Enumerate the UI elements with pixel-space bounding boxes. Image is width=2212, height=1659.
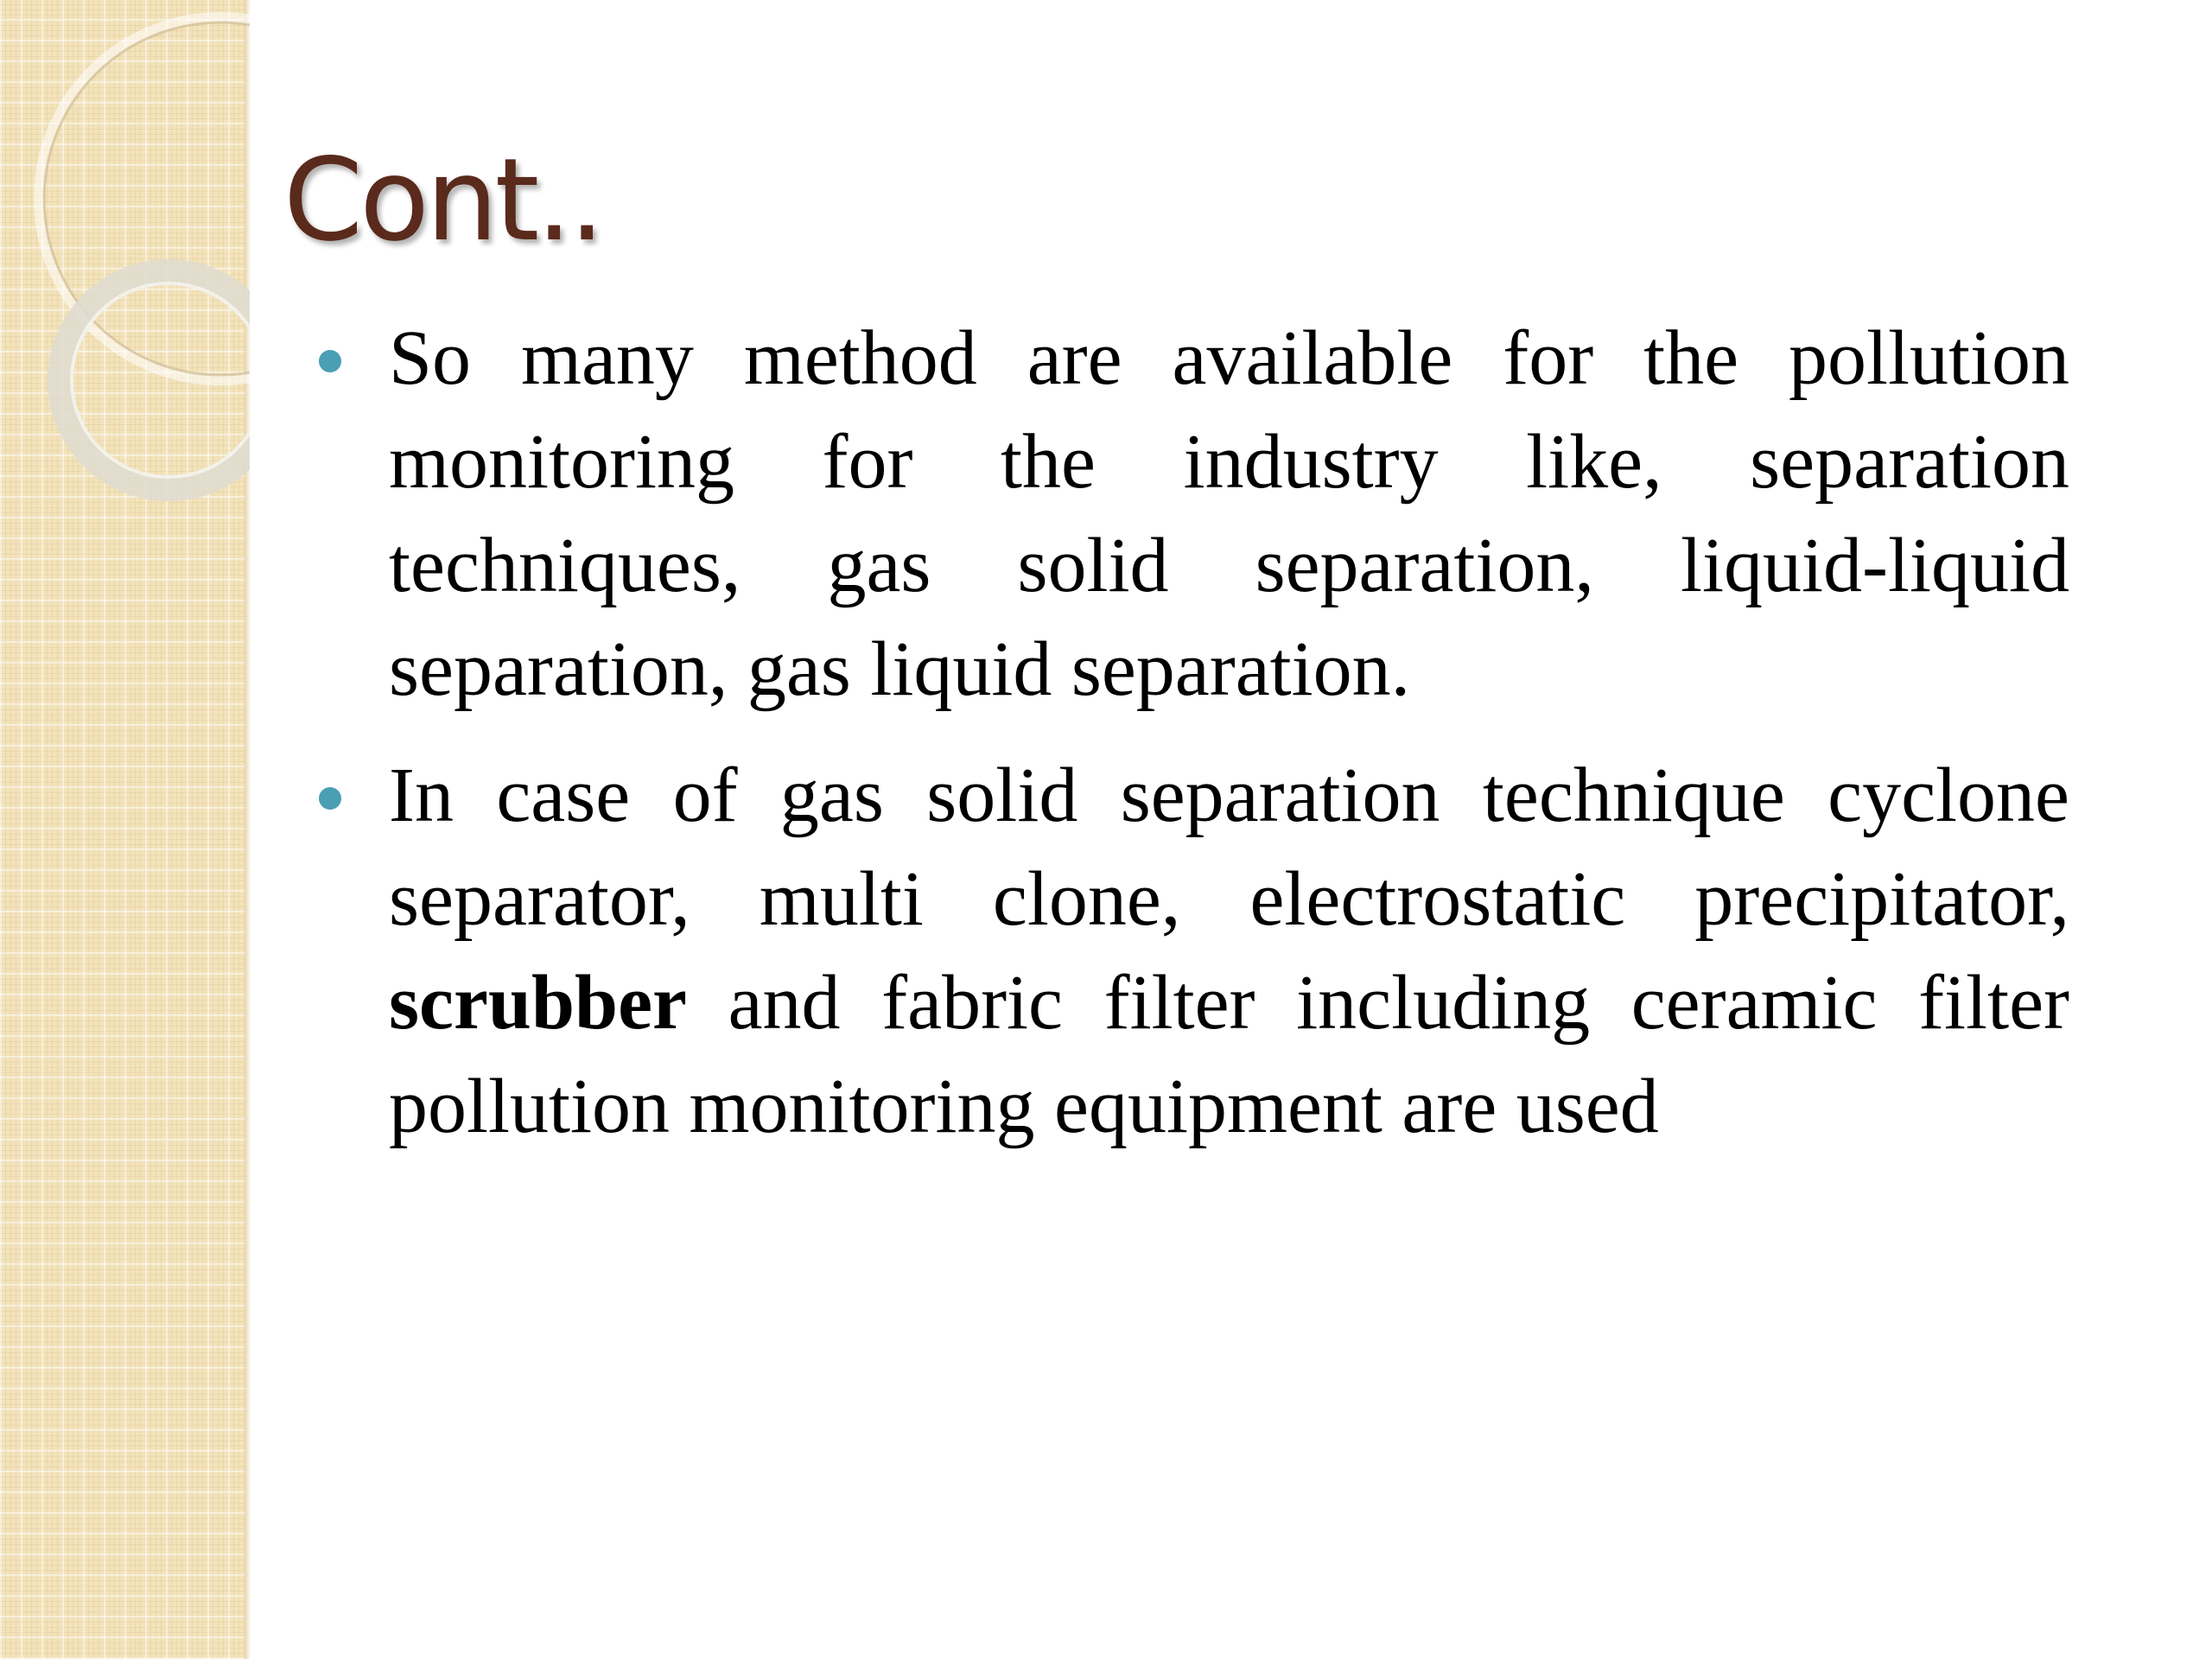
bullet-dot-icon [319, 787, 341, 810]
bullet-text: So many method are available for the pollution monitoring for the industry like, separation techniques, gas solid separation, liquid-liquid separation, gas liquid separation. [389, 315, 2069, 712]
bullet-list [307, 307, 2069, 1181]
bullet-bold-term: scrubber [389, 960, 687, 1046]
decorative-rings [0, 0, 250, 553]
slide-title: Cont.. [283, 134, 602, 267]
bullet-text-after: and fabric filter including ceramic filter pollution monitoring equipment are used [389, 960, 2069, 1149]
bullet-item [307, 744, 2069, 1159]
bullet-text-before: In case of gas solid separation technique cyclone separator, multi clone, electrostatic precipitator, [389, 753, 2069, 942]
bullet-item [307, 307, 2069, 721]
bullet-dot-icon [319, 350, 341, 372]
